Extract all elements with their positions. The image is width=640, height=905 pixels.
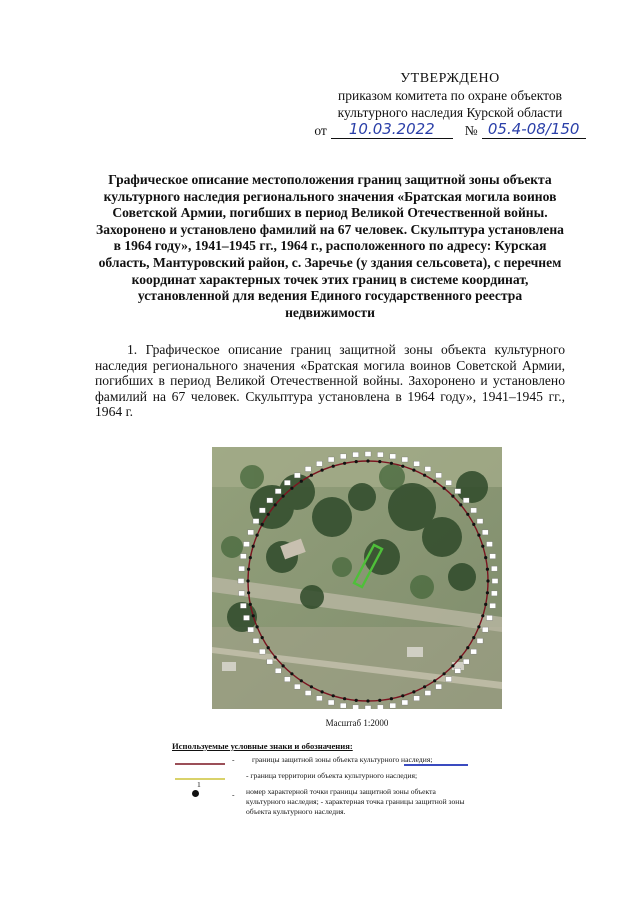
characteristic-point-dot: [256, 534, 259, 537]
characteristic-point-dot: [246, 579, 249, 582]
characteristic-point-dot: [300, 480, 303, 483]
handwritten-number: 05.4-08/150: [482, 121, 586, 139]
characteristic-point-dot: [390, 697, 393, 700]
characteristic-point-dot: [477, 625, 480, 628]
legend-point-number-symbol: 1: [197, 780, 201, 789]
characteristic-point-label-box: [436, 684, 442, 689]
characteristic-point-label-box: [487, 542, 493, 547]
legend-dash-1: -: [232, 755, 235, 764]
characteristic-point-dot: [484, 603, 487, 606]
characteristic-point-dot: [252, 614, 255, 617]
characteristic-point-label-box: [365, 706, 371, 710]
approval-block: [300, 70, 600, 139]
characteristic-point-dot: [274, 503, 277, 506]
characteristic-point-label-box: [259, 649, 265, 654]
characteristic-point-dot: [282, 495, 285, 498]
characteristic-point-dot: [343, 697, 346, 700]
legend-underline-blue: [404, 764, 468, 766]
characteristic-point-dot: [459, 503, 462, 506]
characteristic-point-label-box: [491, 566, 497, 571]
map-image: [212, 447, 502, 709]
characteristic-point-label-box: [316, 696, 322, 701]
characteristic-point-dot: [310, 474, 313, 477]
characteristic-point-dot: [412, 469, 415, 472]
characteristic-point-dot: [252, 545, 255, 548]
characteristic-point-label-box: [353, 452, 359, 457]
characteristic-point-label-box: [240, 554, 246, 559]
characteristic-point-dot: [332, 694, 335, 697]
characteristic-point-dot: [378, 460, 381, 463]
characteristic-point-dot: [261, 523, 264, 526]
characteristic-point-dot: [332, 465, 335, 468]
characteristic-point-label-box: [463, 659, 469, 664]
characteristic-point-label-box: [471, 649, 477, 654]
characteristic-point-label-box: [477, 519, 483, 524]
characteristic-point-label-box: [390, 703, 396, 708]
characteristic-point-label-box: [340, 454, 346, 459]
characteristic-point-dot: [321, 469, 324, 472]
characteristic-point-label-box: [482, 530, 488, 535]
characteristic-point-label-box: [446, 480, 452, 485]
characteristic-point-label-box: [305, 467, 311, 472]
characteristic-point-dot: [256, 625, 259, 628]
characteristic-point-dot: [390, 462, 393, 465]
characteristic-point-label-box: [248, 530, 254, 535]
characteristic-point-label-box: [284, 677, 290, 682]
characteristic-point-dot: [484, 556, 487, 559]
characteristic-point-label-box: [455, 668, 461, 673]
characteristic-point-label-box: [414, 461, 420, 466]
characteristic-point-dot: [481, 614, 484, 617]
characteristic-point-label-box: [275, 668, 281, 673]
characteristic-point-label-box: [316, 461, 322, 466]
characteristic-point-dot: [290, 672, 293, 675]
characteristic-point-label-box: [238, 579, 244, 584]
characteristic-point-dot: [249, 603, 252, 606]
map-scale: Масштаб 1:2000: [325, 718, 389, 728]
map-svg: [212, 447, 502, 709]
characteristic-point-dot: [472, 636, 475, 639]
characteristic-point-label-box: [253, 519, 259, 524]
characteristic-point-dot: [451, 664, 454, 667]
characteristic-point-dot: [261, 636, 264, 639]
characteristic-point-label-box: [402, 700, 408, 705]
characteristic-point-label-box: [240, 603, 246, 608]
characteristic-point-dot: [433, 480, 436, 483]
characteristic-point-label-box: [446, 677, 452, 682]
characteristic-point-dot: [310, 685, 313, 688]
characteristic-point-label-box: [267, 659, 273, 664]
characteristic-point-label-box: [239, 566, 245, 571]
characteristic-point-dot: [282, 664, 285, 667]
characteristic-point-label-box: [492, 579, 498, 584]
characteristic-point-dot: [472, 523, 475, 526]
characteristic-point-label-box: [305, 691, 311, 696]
characteristic-point-label-box: [463, 498, 469, 503]
characteristic-point-label-box: [491, 591, 497, 596]
characteristic-point-dot: [486, 591, 489, 594]
characteristic-point-label-box: [253, 638, 259, 643]
approval-date-number-line: [300, 121, 600, 139]
characteristic-point-dot: [267, 646, 270, 649]
characteristic-point-dot: [355, 460, 358, 463]
characteristic-point-dot: [366, 699, 369, 702]
characteristic-point-dot: [247, 568, 250, 571]
characteristic-point-dot: [423, 474, 426, 477]
approval-line-2: культурного наследия Курской области: [337, 105, 563, 120]
characteristic-point-dot: [321, 690, 324, 693]
characteristic-point-dot: [486, 568, 489, 571]
characteristic-point-dot: [443, 672, 446, 675]
number-label: №: [464, 123, 478, 138]
paragraph-1: 1. Графическое описание границ защитной зоны объекта культурного наследия регионального значения «Братская могила воинов Советской Армии, погибших в период Великой Отечественной войны. Захоронено и установлено фамилий на 67 человек. Скульптура установлена в 1964 году», 1941–1945 гг., 1964 г.: [95, 342, 565, 420]
legend-text-territory: - граница территории объекта культурного наследия;: [246, 771, 418, 780]
characteristic-point-dot: [343, 462, 346, 465]
characteristic-point-dot: [466, 513, 469, 516]
characteristic-point-label-box: [244, 542, 250, 547]
characteristic-point-dot: [274, 656, 277, 659]
characteristic-point-dot: [481, 545, 484, 548]
characteristic-point-label-box: [284, 480, 290, 485]
legend-point-dot-symbol: [192, 790, 199, 797]
characteristic-point-label-box: [487, 615, 493, 620]
characteristic-point-label-box: [294, 473, 300, 478]
characteristic-point-label-box: [239, 591, 245, 596]
characteristic-point-label-box: [365, 452, 371, 457]
characteristic-point-label-box: [477, 638, 483, 643]
characteristic-point-label-box: [414, 696, 420, 701]
characteristic-point-dot: [423, 685, 426, 688]
characteristic-point-label-box: [490, 554, 496, 559]
zone-line-symbol: [175, 760, 225, 768]
characteristic-point-dot: [401, 465, 404, 468]
legend-dash-3: -: [232, 790, 235, 799]
characteristic-point-label-box: [328, 700, 334, 705]
characteristic-point-dot: [300, 679, 303, 682]
characteristic-point-dot: [451, 495, 454, 498]
document-title: Графическое описание местоположения границ защитной зоны объекта культурного наследия регионального значения «Братская могила воинов Советской Армии, погибших в период Великой Отечественной войны. Захоронено и установлено фамилий на 67 человек. Скульптура установлена в 1964 году», 1941–1945 гг., 1964 г., расположенного по адресу: Курская область, Мантуровский район, с. Заречье (у здания сельсовета), с перечнем координат характерных точек этих границ в системе координат, установленной для ведения Единого государственного реестра недвижимости: [96, 172, 564, 320]
characteristic-point-label-box: [244, 615, 250, 620]
characteristic-point-dot: [249, 556, 252, 559]
characteristic-point-label-box: [455, 489, 461, 494]
characteristic-point-label-box: [340, 703, 346, 708]
characteristic-point-label-box: [275, 489, 281, 494]
characteristic-point-label-box: [267, 498, 273, 503]
characteristic-point-dot: [443, 487, 446, 490]
characteristic-point-label-box: [377, 452, 383, 457]
characteristic-point-dot: [247, 591, 250, 594]
legend-text-points: номер характерной точки границы защитной зоны объекта культурного наследия; - характерная точка границы защитной зоны объекта культурного наследия.: [246, 787, 465, 816]
characteristic-point-dot: [433, 679, 436, 682]
approval-heading: УТВЕРЖДЕНО: [400, 71, 500, 86]
legend-title: Используемые условные знаки и обозначения:: [172, 741, 353, 751]
characteristic-point-label-box: [390, 454, 396, 459]
characteristic-point-label-box: [490, 603, 496, 608]
characteristic-point-label-box: [248, 627, 254, 632]
characteristic-point-dot: [477, 534, 480, 537]
characteristic-point-label-box: [328, 457, 334, 462]
characteristic-point-dot: [378, 699, 381, 702]
characteristic-point-label-box: [471, 508, 477, 513]
characteristic-point-dot: [466, 646, 469, 649]
characteristic-point-label-box: [259, 508, 265, 513]
characteristic-point-dot: [355, 699, 358, 702]
characteristic-point-dot: [459, 656, 462, 659]
characteristic-point-label-box: [294, 684, 300, 689]
from-label: от: [314, 123, 327, 138]
characteristic-point-dot: [486, 579, 489, 582]
characteristic-point-dot: [401, 694, 404, 697]
characteristic-point-label-box: [402, 457, 408, 462]
legend-text-zone: границы защитной зоны объекта культурного наследия;: [252, 755, 433, 764]
characteristic-point-label-box: [353, 705, 359, 709]
characteristic-point-dot: [267, 513, 270, 516]
characteristic-point-label-box: [436, 473, 442, 478]
characteristic-point-label-box: [425, 691, 431, 696]
characteristic-point-dot: [412, 690, 415, 693]
characteristic-point-dot: [366, 459, 369, 462]
characteristic-point-label-box: [482, 627, 488, 632]
handwritten-date: 10.03.2022: [331, 121, 453, 139]
characteristic-point-label-box: [377, 705, 383, 709]
characteristic-point-dot: [290, 487, 293, 490]
characteristic-point-label-box: [425, 467, 431, 472]
approval-line-1: приказом комитета по охране объектов: [338, 88, 562, 103]
